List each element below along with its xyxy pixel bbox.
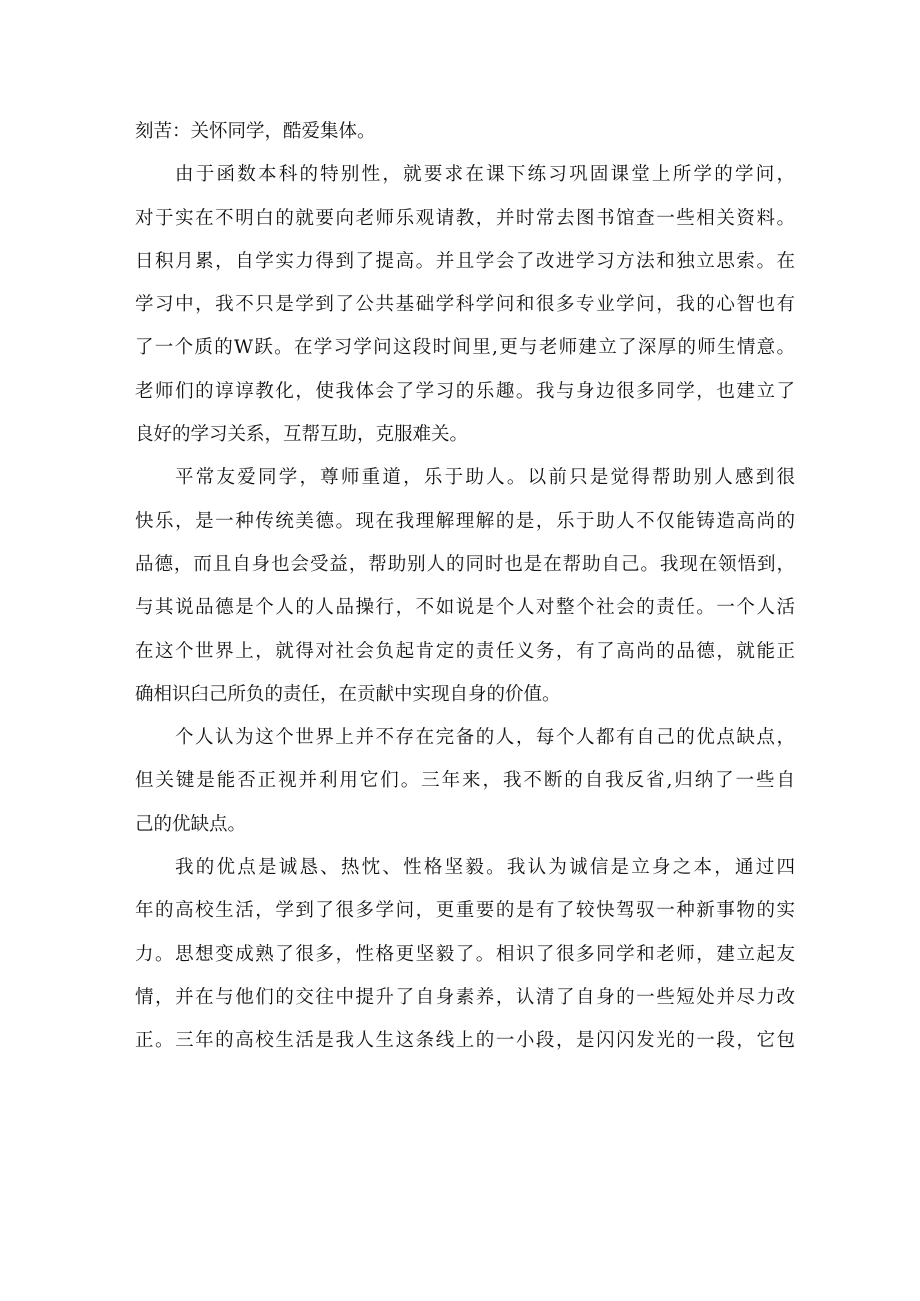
- text-line: 了一个质的W跃。在学习学问这段时间里,更与老师建立了深厚的师生情意。: [135, 337, 795, 359]
- text-line: 正。三年的高校生活是我人生这条线上的一小段，是闪闪发光的一段，它包: [135, 1030, 795, 1052]
- text-line: 在这个世界上，就得对社会负起肯定的责任义务，有了高尚的品德，就能正: [135, 640, 795, 662]
- text-line: 年的高校生活，学到了很多学问，更重要的是有了较快驾驭一种新事物的实: [135, 900, 795, 922]
- paragraph-4: [135, 716, 795, 846]
- paragraph-5: [135, 846, 795, 1062]
- text-line: 但关键是能否正视并利用它们。三年来，我不断的自我反省,归纳了一些自: [135, 770, 795, 792]
- text-line: 对于实在不明白的就要向老师乐观请教，并时常去图书馆查一些相关资料。: [135, 207, 795, 229]
- text-line: 刻苦：关怀同学，酷爱集体。: [135, 121, 376, 142]
- text-line: 我的优点是诚恳、热忱、性格坚毅。我认为诚信是立身之本，通过四: [175, 857, 795, 879]
- text-line: 平常友爱同学，尊师重道，乐于助人。以前只是觉得帮助别人感到很: [175, 467, 795, 489]
- document-page: [135, 110, 795, 1063]
- text-line: 快乐，是一种传统美德。现在我理解理解的是，乐于助人不仅能铸造高尚的: [135, 510, 795, 532]
- text-line: 由于函数本科的特别性，就要求在课下练习巩固课堂上所学的学问，: [175, 164, 795, 186]
- text-line: 确相识臼己所负的责任，在贡献中实现自身的价值。: [135, 683, 561, 705]
- text-line: 良好的学习关系，互帮互助，克服难关。: [135, 424, 469, 446]
- text-line: 力。思想变成熟了很多，性格更坚毅了。相识了很多同学和老师，建立起友: [135, 943, 795, 965]
- text-line: 与其说品德是个人的人品操行，不如说是个人对整个社会的责任。一个人活: [135, 597, 795, 619]
- text-line: 学习中，我不只是学到了公共基础学科学问和很多专业学问，我的心智也有: [135, 294, 795, 316]
- paragraph-3: [135, 456, 795, 716]
- paragraph-2: [135, 153, 795, 456]
- text-line: 个人认为这个世界上并不存在完备的人，每个人都有自己的优点缺点，: [175, 727, 795, 749]
- text-line: 己的优缺点。: [135, 813, 247, 835]
- text-line: 情，并在与他们的交往中提升了自身素养，认清了自身的一些短处并尽力改: [135, 986, 795, 1008]
- text-line: 老师们的谆谆教化，使我体会了学习的乐趣。我与身边很多同学，也建立了: [135, 380, 795, 402]
- paragraph-1: [135, 110, 795, 153]
- text-line: 品德，而且自身也会受益，帮助别人的同时也是在帮助自己。我现在领悟到，: [135, 553, 795, 575]
- text-line: 日积月累，自学实力得到了提高。并且学会了改进学习方法和独立思索。在: [135, 250, 795, 272]
